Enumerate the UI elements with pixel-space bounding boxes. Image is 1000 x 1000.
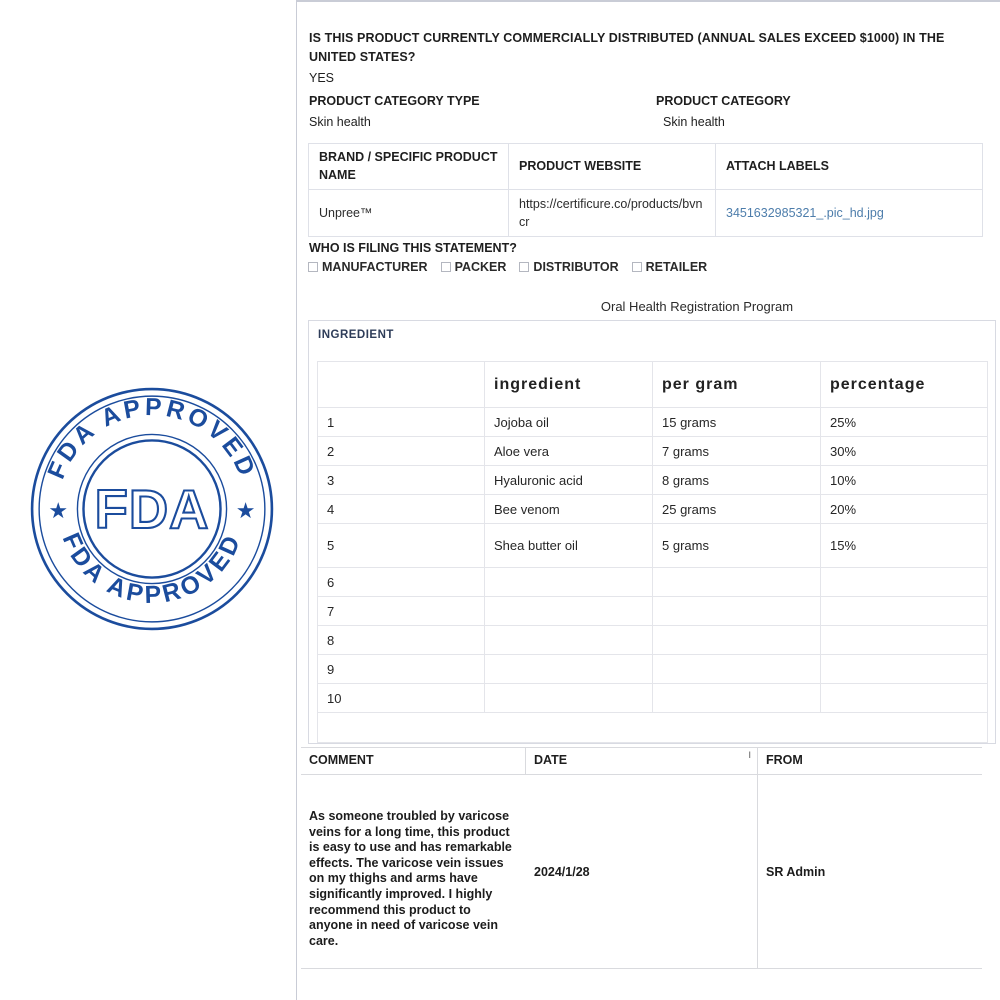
stamp-top-text: FDA APPROVED xyxy=(42,394,262,483)
ingredient-name: Aloe vera xyxy=(485,437,653,466)
per-gram-header: per gram xyxy=(653,362,821,408)
document-page xyxy=(296,0,1000,1000)
distribution-answer: YES xyxy=(309,71,335,85)
filing-options xyxy=(308,260,707,274)
product-website-header: PRODUCT WEBSITE xyxy=(509,144,716,190)
filing-question: WHO IS FILING THIS STATEMENT? xyxy=(309,241,517,255)
row-number: 9 xyxy=(318,655,485,684)
empty-row xyxy=(318,713,988,743)
checkbox-retailer[interactable] xyxy=(632,260,708,274)
ingredient-name: Bee venom xyxy=(485,495,653,524)
table-row xyxy=(318,597,988,626)
row-number: 8 xyxy=(318,626,485,655)
checkbox-label: DISTRIBUTOR xyxy=(533,260,619,274)
ingredient-section-label: INGREDIENT xyxy=(318,329,394,341)
checkbox-distributor[interactable] xyxy=(519,260,618,274)
percentage-value: 10% xyxy=(821,466,988,495)
ingredient-name xyxy=(485,568,653,597)
per-gram-value xyxy=(653,568,821,597)
brand-table xyxy=(308,143,983,237)
row-number: 5 xyxy=(318,524,485,568)
row-number: 3 xyxy=(318,466,485,495)
product-category-type-label: PRODUCT CATEGORY TYPE xyxy=(309,94,480,108)
per-gram-value: 15 grams xyxy=(653,408,821,437)
comment-table xyxy=(301,747,982,969)
per-gram-value xyxy=(653,655,821,684)
table-row xyxy=(318,626,988,655)
comment-cell xyxy=(301,775,526,968)
table-row xyxy=(318,466,988,495)
product-category-value: Skin health xyxy=(663,115,725,129)
table-row xyxy=(318,568,988,597)
attached-label-file-link[interactable]: 3451632985321_.pic_hd.jpg xyxy=(726,206,884,221)
ingredient-section xyxy=(308,320,996,744)
stamp-left-star-icon: ★ xyxy=(48,498,69,524)
per-gram-value xyxy=(653,684,821,713)
row-number: 6 xyxy=(318,568,485,597)
percentage-value: 15% xyxy=(821,524,988,568)
checkbox-label: RETAILER xyxy=(645,260,708,274)
per-gram-value: 25 grams xyxy=(653,495,821,524)
fda-approved-stamp xyxy=(21,378,283,640)
comment-header: COMMENT xyxy=(301,748,526,775)
ingredient-name xyxy=(485,655,653,684)
percentage-value: 30% xyxy=(821,437,988,466)
percentage-header: percentage xyxy=(821,362,988,408)
row-number: 10 xyxy=(318,684,485,713)
per-gram-value: 8 grams xyxy=(653,466,821,495)
from-cell: SR Admin xyxy=(766,864,826,879)
program-title: Oral Health Registration Program xyxy=(600,299,794,314)
table-row xyxy=(318,684,988,713)
per-gram-value xyxy=(653,626,821,655)
stamp-right-star-icon: ★ xyxy=(235,498,256,524)
distribution-question: IS THIS PRODUCT CURRENTLY COMMERCIALLY DISTRIBUTED (ANNUAL SALES EXCEED $1000) IN THE UNITED STATES? xyxy=(309,31,945,65)
ingredient-name: Shea butter oil xyxy=(485,524,653,568)
brand-name-header: BRAND / SPECIFIC PRODUCT NAME xyxy=(309,144,509,190)
stamp-center-fda-logo: FDA xyxy=(94,479,210,541)
checkbox-label: PACKER xyxy=(454,260,507,274)
brand-name-value: Unpree™ xyxy=(309,190,509,237)
percentage-value xyxy=(821,626,988,655)
checkbox-icon[interactable] xyxy=(308,262,318,272)
product-category-type-value: Skin health xyxy=(309,115,371,129)
attach-labels-header: ATTACH LABELS xyxy=(716,144,983,190)
table-row xyxy=(318,524,988,568)
table-row xyxy=(309,190,983,237)
per-gram-value xyxy=(653,597,821,626)
percentage-value: 25% xyxy=(821,408,988,437)
percentage-value xyxy=(821,684,988,713)
checkbox-label: MANUFACTURER xyxy=(322,260,428,274)
from-header: FROM xyxy=(758,748,982,775)
table-row xyxy=(318,437,988,466)
ingredient-name xyxy=(485,597,653,626)
ingredient-table xyxy=(317,361,988,743)
ingredient-name xyxy=(485,626,653,655)
table-row xyxy=(318,655,988,684)
row-number: 1 xyxy=(318,408,485,437)
ingredient-name xyxy=(485,684,653,713)
ingredient-header: ingredient xyxy=(485,362,653,408)
percentage-value: 20% xyxy=(821,495,988,524)
table-row xyxy=(318,713,988,743)
ingredient-name: Jojoba oil xyxy=(485,408,653,437)
checkbox-icon[interactable] xyxy=(519,262,529,272)
stamp-bottom-text: FDA APPROVED xyxy=(56,528,248,609)
checkbox-icon[interactable] xyxy=(441,262,451,272)
date-header: DATE I xyxy=(526,748,758,775)
per-gram-value: 5 grams xyxy=(653,524,821,568)
row-number: 2 xyxy=(318,437,485,466)
row-number: 7 xyxy=(318,597,485,626)
checkbox-packer[interactable] xyxy=(441,260,507,274)
table-row xyxy=(318,408,988,437)
checkbox-manufacturer[interactable] xyxy=(308,260,428,274)
percentage-value xyxy=(821,597,988,626)
product-website-value: https://certificure.co/products/bvncr xyxy=(509,190,716,237)
ingredient-name: Hyaluronic acid xyxy=(485,466,653,495)
date-cell: 2024/1/28 xyxy=(526,775,758,968)
row-number: 4 xyxy=(318,495,485,524)
row-number-header xyxy=(318,362,485,408)
percentage-value xyxy=(821,568,988,597)
product-category-label: PRODUCT CATEGORY xyxy=(656,94,791,108)
percentage-value xyxy=(821,655,988,684)
checkbox-icon[interactable] xyxy=(632,262,642,272)
comment-text: As someone troubled by varicose veins for a long time, this product is easy to use and has remarkable effects. The varicose vein issues on my thighs and arms have significantly improved. I highly recommend this product to anyone in need of varicose vein care. xyxy=(309,809,512,948)
per-gram-value: 7 grams xyxy=(653,437,821,466)
date-header-mark: I xyxy=(748,750,751,760)
table-row xyxy=(318,495,988,524)
